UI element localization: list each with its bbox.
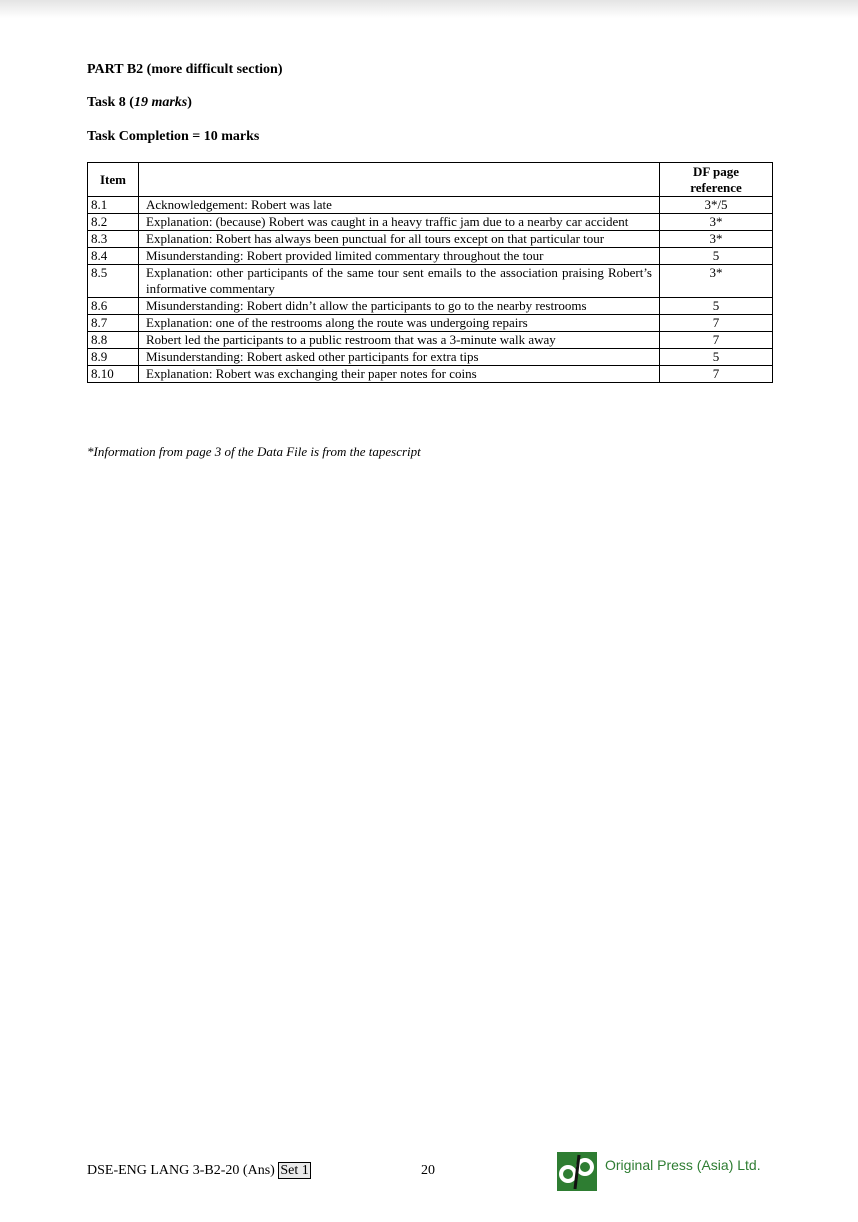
header-df-line2: reference: [690, 179, 742, 195]
table-row: [88, 231, 773, 248]
task-completion-heading: Task Completion = 10 marks: [87, 129, 260, 144]
table-header-row: [88, 163, 773, 197]
table-row: [88, 248, 773, 265]
task-label: Task 8 (: [87, 95, 134, 110]
row-answer-text: Misunderstanding: Robert didn’t allow the participants to go to the nearby restrooms: [139, 298, 660, 315]
row-item-number: 8.5: [88, 265, 139, 298]
table-row: [88, 349, 773, 366]
header-df-line1: DF page: [692, 163, 740, 179]
row-answer-text: Misunderstanding: Robert asked other participants for extra tips: [139, 349, 660, 366]
row-item-number: 8.10: [88, 366, 139, 383]
row-item-number: 8.3: [88, 231, 139, 248]
part-heading: PART B2 (more difficult section): [87, 62, 283, 77]
task-marks: 19 marks: [133, 95, 188, 110]
row-df-reference: 5: [660, 349, 773, 366]
publisher-logo: [557, 1152, 777, 1192]
row-df-reference: 5: [660, 248, 773, 265]
row-answer-text: Explanation: Robert was exchanging their paper notes for coins: [139, 366, 660, 383]
row-answer-text: Explanation: Robert has always been punctual for all tours except on that particular tour: [139, 231, 660, 248]
footnote: *Information from page 3 of the Data File is from the tapescript: [87, 444, 421, 459]
row-answer-text: Explanation: other participants of the same tour sent emails to the association praising Robert’s informative commentary: [139, 265, 660, 298]
answer-table: [87, 162, 773, 383]
row-df-reference: 3*/5: [660, 197, 773, 214]
row-df-reference: 3*: [660, 214, 773, 231]
row-answer-text: Robert led the participants to a public restroom that was a 3-minute walk away: [139, 332, 660, 349]
table-row: [88, 265, 773, 298]
row-answer-text: Misunderstanding: Robert provided limited commentary throughout the tour: [139, 248, 660, 265]
row-item-number: 8.9: [88, 349, 139, 366]
task-close: ): [187, 95, 192, 110]
row-df-reference: 3*: [660, 231, 773, 248]
table-row: [88, 315, 773, 332]
row-item-number: 8.8: [88, 332, 139, 349]
row-item-number: 8.7: [88, 315, 139, 332]
header-description: [139, 163, 660, 197]
row-item-number: 8.1: [88, 197, 139, 214]
set-badge: Set 1: [280, 1163, 309, 1178]
table-row: [88, 332, 773, 349]
row-item-number: 8.4: [88, 248, 139, 265]
row-df-reference: 3*: [660, 265, 773, 298]
row-answer-text: Acknowledgement: Robert was late: [139, 197, 660, 214]
page-top-shadow: [0, 0, 858, 18]
footer-code-text: DSE-ENG LANG 3-B2-20 (Ans): [87, 1163, 275, 1178]
row-df-reference: 7: [660, 315, 773, 332]
header-item: Item: [88, 163, 139, 197]
publisher-logo-icon: [557, 1152, 597, 1191]
row-item-number: 8.2: [88, 214, 139, 231]
page-number: 20: [421, 1163, 435, 1178]
row-df-reference: 7: [660, 366, 773, 383]
header-df-page-reference: [660, 163, 773, 197]
publisher-name: Original Press (Asia) Ltd.: [605, 1157, 761, 1173]
table-row: [88, 214, 773, 231]
footer-paper-code: [87, 1163, 311, 1179]
row-df-reference: 7: [660, 332, 773, 349]
row-answer-text: Explanation: (because) Robert was caught in a heavy traffic jam due to a nearby car accident: [139, 214, 660, 231]
task-heading: [87, 95, 192, 111]
table-row: [88, 366, 773, 383]
table-row: [88, 197, 773, 214]
row-item-number: 8.6: [88, 298, 139, 315]
row-df-reference: 5: [660, 298, 773, 315]
table-row: [88, 298, 773, 315]
row-answer-text: Explanation: one of the restrooms along the route was undergoing repairs: [139, 315, 660, 332]
